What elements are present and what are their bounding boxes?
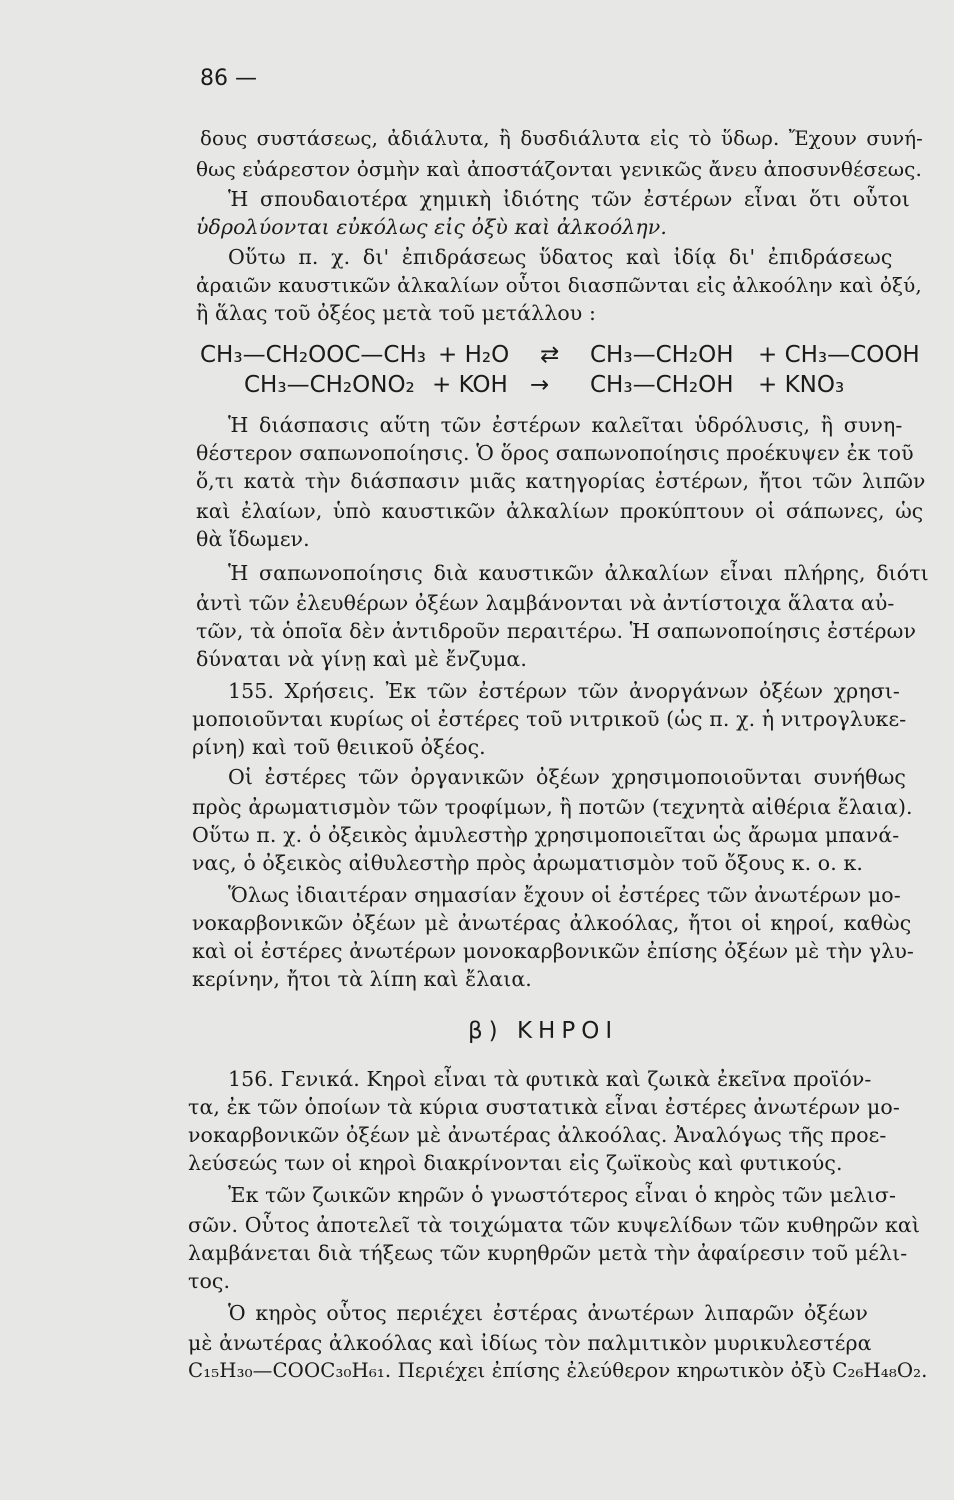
text-line: Ἡ σπουδαιοτέρα χημικὴ ἰδιότης τῶν ἐστέρων εἶναι ὅτι οὗτοι [228,187,910,211]
text-line: ἀραιῶν καυστικῶν ἀλκαλίων οὗτοι διασπῶνται εἰς ἀλκοόλην καὶ ὀξύ, [196,273,922,297]
equation-2-product-1: CH₃—CH₂OH [590,372,734,398]
text-line: 156. Γενικά. Κηροὶ εἶναι τὰ φυτικὰ καὶ ζωικὰ ἐκεῖνα προϊόν- [228,1067,872,1091]
text-line: μοποιοῦνται κυρίως οἱ ἐστέρες τοῦ νιτρικοῦ (ὡς π. χ. ἡ νιτρογλυκε- [192,707,907,731]
section-heading: β) ΚΗΡΟΙ [468,1018,619,1044]
text-line: θὰ ἴδωμεν. [196,527,310,551]
text-line: τῶν, τὰ ὁποῖα δὲν ἀντιδροῦν περαιτέρω. Ἡ σαπωνοποίησις ἐστέρων [196,619,917,643]
page-number: 86 — [200,66,257,91]
text-line: νοκαρβονικῶν ὀξέων μὲ ἀνωτέρας ἀλκοόλας. Ἀναλόγως τῆς προε- [188,1123,887,1147]
equation-1-left: CH₃—CH₂OOC—CH₃ [200,342,426,368]
text-line: θέστερον σαπωνοποίησις. Ὁ ὅρος σαπωνοποίησις προέκυψεν ἐκ τοῦ [196,441,914,465]
text-line: C₁₅H₃₀—COOC₃₀H₆₁. Περιέχει ἐπίσης ἐλεύθερον κηρωτικὸν ὀξὺ C₂₆H₄₈O₂. [188,1359,928,1382]
text-line: Οἱ ἐστέρες τῶν ὀργανικῶν ὀξέων χρησιμοποιοῦνται συνήθως [228,765,907,789]
text-line: ἀντὶ τῶν ἐλευθέρων ὀξέων λαμβάνονται νὰ ἀντίστοιχα ἅλατα αὐ- [196,591,895,615]
text-line: νοκαρβονικῶν ὀξέων μὲ ἀνωτέρας ἀλκοόλας, ἤτοι οἱ κηροί, καθὼς [192,911,912,935]
text-line: ρίνη) καὶ τοῦ θειικοῦ ὀξέος. [192,735,486,759]
text-line: Οὕτω π. χ. ὁ ὀξεικὸς ἀμυλεστὴρ χρησιμοποιεῖται ὡς ἄρωμα μπανά- [192,823,900,847]
text-line: Ὅλως ἰδιαιτέραν σημασίαν ἔχουν οἱ ἐστέρες τῶν ἀνωτέρων μο- [228,883,901,907]
text-line: Ἡ διάσπασις αὕτη τῶν ἐστέρων καλεῖται ὑδρόλυσις, ἢ συνη- [228,413,903,437]
equation-1-arrow: ⇄ [540,342,560,368]
equation-1-product-2: + CH₃—COOH [758,342,920,368]
text-line: νας, ὁ ὀξεικὸς αἰθυλεστὴρ πρὸς ἀρωματισμὸν τοῦ ὄξους κ. ο. κ. [192,851,864,875]
text-line: μὲ ἀνωτέρας ἀλκοόλας καὶ ἰδίως τὸν παλμιτικὸν μυρικυλεστέρα [188,1331,872,1355]
text-line: θως εὐάρεστον ὀσμὴν καὶ ἀποστάζονται γενικῶς ἄνευ ἀποσυνθέσεως. [196,157,922,181]
text-line-italic: ὑδρολύονται εὐκόλως εἰς ὀξὺ καὶ ἀλκοόλην. [196,215,667,239]
equation-1-reagent: + H₂O [438,342,510,368]
equation-2-arrow: → [530,372,550,398]
equation-2-product-2: + KNO₃ [758,372,845,398]
text-line: δους συστάσεως, ἀδιάλυτα, ἢ δυσδιάλυτα εἰς τὸ ὕδωρ. Ἔχουν συνή- [200,127,923,150]
text-line: δύναται νὰ γίνῃ καὶ μὲ ἔνζυμα. [196,647,527,671]
text-line: Ὁ κηρὸς οὗτος περιέχει ἐστέρας ἀνωτέρων λιπαρῶν ὀξέων [228,1301,868,1325]
text-line: Ἡ σαπωνοποίησις διὰ καυστικῶν ἀλκαλίων εἶναι πλήρης, διότι [228,561,929,585]
text-line: πρὸς ἀρωματισμὸν τῶν τροφίμων, ἢ ποτῶν (τεχνητὰ αἰθέρια ἔλαια). [192,795,913,819]
text-line: ἢ ἅλας τοῦ ὀξέος μετὰ τοῦ μετάλλου : [196,301,596,325]
text-line: σῶν. Οὗτος ἀποτελεῖ τὰ τοιχώματα τῶν κυψελίδων τῶν κυθηρῶν καὶ [188,1213,921,1237]
equation-2-left: CH₃—CH₂ONO₂ [244,372,415,398]
text-line: 155. Χρήσεις. Ἐκ τῶν ἐστέρων τῶν ἀνοργάνων ὀξέων χρησι- [228,679,900,703]
text-line: Οὕτω π. χ. δι' ἐπιδράσεως ὕδατος καὶ ἰδίᾳ δι' ἐπιδράσεως [228,245,893,269]
text-line: λεύσεώς των οἱ κηροὶ διακρίνονται εἰς ζωϊκοὺς καὶ φυτικούς. [188,1151,843,1175]
equation-2-reagent: + KOH [432,372,508,398]
text-line: καὶ οἱ ἐστέρες ἀνωτέρων μονοκαρβονικῶν ἐπίσης ὀξέων μὲ τὴν γλυ- [192,939,914,963]
text-line: τος. [188,1269,231,1293]
equation-1-product-1: CH₃—CH₂OH [590,342,734,368]
text-line: κερίνην, ἤτοι τὰ λίπη καὶ ἔλαια. [192,967,532,991]
text-line: καὶ ἐλαίων, ὑπὸ καυστικῶν ἀλκαλίων προκύπτουν οἱ σάπωνες, ὡς [196,499,924,523]
text-line: Ἐκ τῶν ζωικῶν κηρῶν ὁ γνωστότερος εἶναι ὁ κηρὸς τῶν μελισ- [228,1183,896,1207]
text-line: λαμβάνεται διὰ τήξεως τῶν κυρηθρῶν μετὰ τὴν ἀφαίρεσιν τοῦ μέλι- [188,1241,908,1265]
text-line: ὅ,τι κατὰ τὴν διάσπασιν μιᾶς κατηγορίας ἐστέρων, ἤτοι τῶν λιπῶν [196,469,926,493]
text-line: τα, ἐκ τῶν ὁποίων τὰ κύρια συστατικὰ εἶναι ἐστέρες ἀνωτέρων μο- [188,1095,900,1119]
